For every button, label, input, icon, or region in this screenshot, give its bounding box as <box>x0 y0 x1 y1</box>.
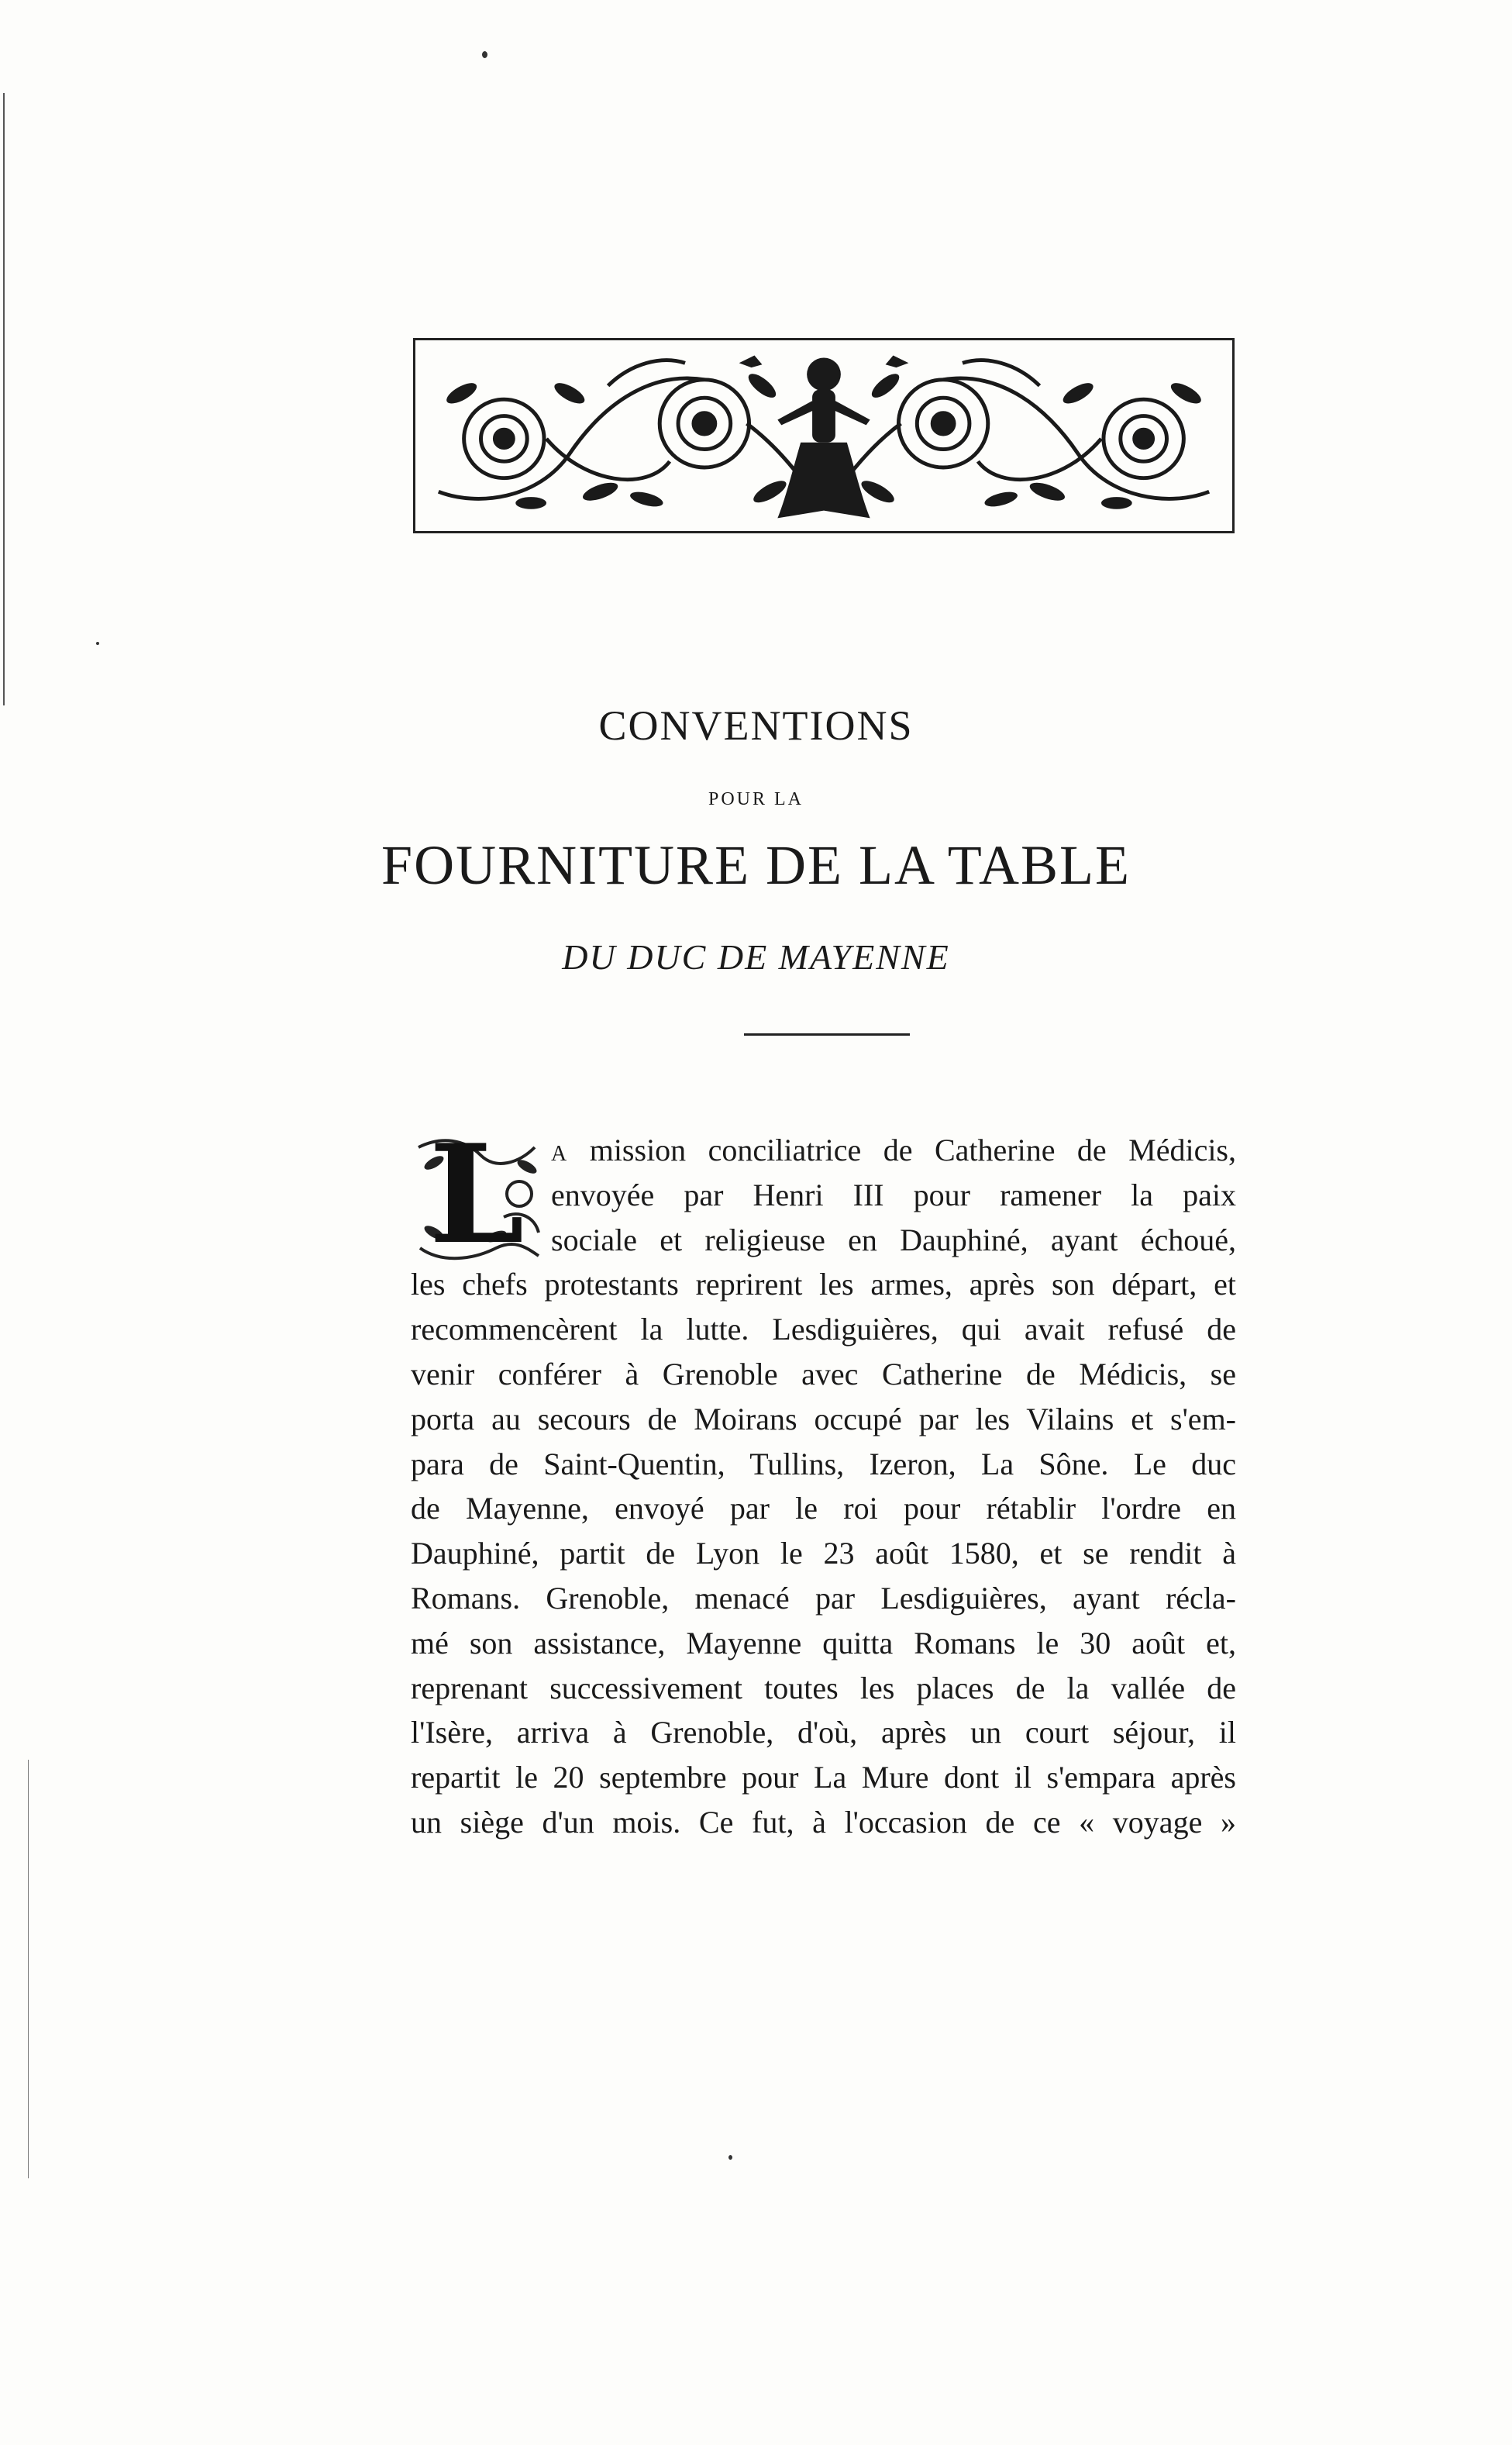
scan-speck <box>728 2155 732 2160</box>
foliage-scroll-ornament <box>415 340 1232 531</box>
text-line-initial: A <box>551 1142 568 1166</box>
text-line: envoyée par Henri III pour ramener la paix <box>551 1177 1236 1212</box>
dropcap-letter: L <box>429 1116 525 1274</box>
text-line <box>411 1128 1236 1173</box>
title-conventions: CONVENTIONS <box>598 702 914 749</box>
text-line: reprenant successivement toutes les places de la vallée de <box>411 1670 1236 1705</box>
text-line: repartit le 20 septembre pour La Mure dont il s'empara après <box>411 1760 1236 1795</box>
text-line: porta au secours de Moirans occupé par les Vilains et s'em- <box>411 1401 1236 1436</box>
text-line: para de Saint-Quentin, Tullins, Izeron, La Sône. Le duc <box>411 1446 1236 1481</box>
text-line: de Mayenne, envoyé par le roi pour rétablir l'ordre en <box>411 1491 1236 1526</box>
text-line: Romans. Grenoble, menacé par Lesdiguières, ayant récla- <box>411 1580 1236 1616</box>
text-line: venir conférer à Grenoble avec Catherine de Médicis, se <box>411 1356 1236 1391</box>
ornamental-headpiece <box>413 338 1235 533</box>
text-line: les chefs protestants reprirent les armes, après son départ, et <box>411 1267 1236 1302</box>
page-title: FOURNITURE DE LA TABLE <box>381 834 1131 896</box>
title-divider <box>744 1033 910 1036</box>
scan-speck <box>482 51 487 58</box>
text-line: l'Isère, arriva à Grenoble, d'où, après un court séjour, il <box>411 1715 1236 1750</box>
page-subtitle: DU DUC DE MAYENNE <box>562 937 950 977</box>
text-line: un siège d'un mois. Ce fut, à l'occasion de ce « voyage » <box>411 1804 1236 1840</box>
scan-edge-mark <box>3 93 5 705</box>
scan-speck <box>96 642 99 645</box>
text-line: mé son assistance, Mayenne quitta Romans le 30 août et, <box>411 1625 1236 1660</box>
text-line: recommencèrent la lutte. Lesdiguières, qui avait refusé de <box>411 1312 1236 1347</box>
title-pour-la: POUR LA <box>708 789 804 809</box>
text-line-rest: mission conciliatrice de Catherine de Médicis, <box>589 1133 1236 1167</box>
scan-edge-mark <box>28 1760 29 2178</box>
body-paragraph <box>411 1116 1236 1845</box>
text-line: sociale et religieuse en Dauphiné, ayant échoué, <box>551 1222 1236 1257</box>
text-line: Dauphiné, partit de Lyon le 23 août 1580, et se rendit à <box>411 1536 1236 1571</box>
